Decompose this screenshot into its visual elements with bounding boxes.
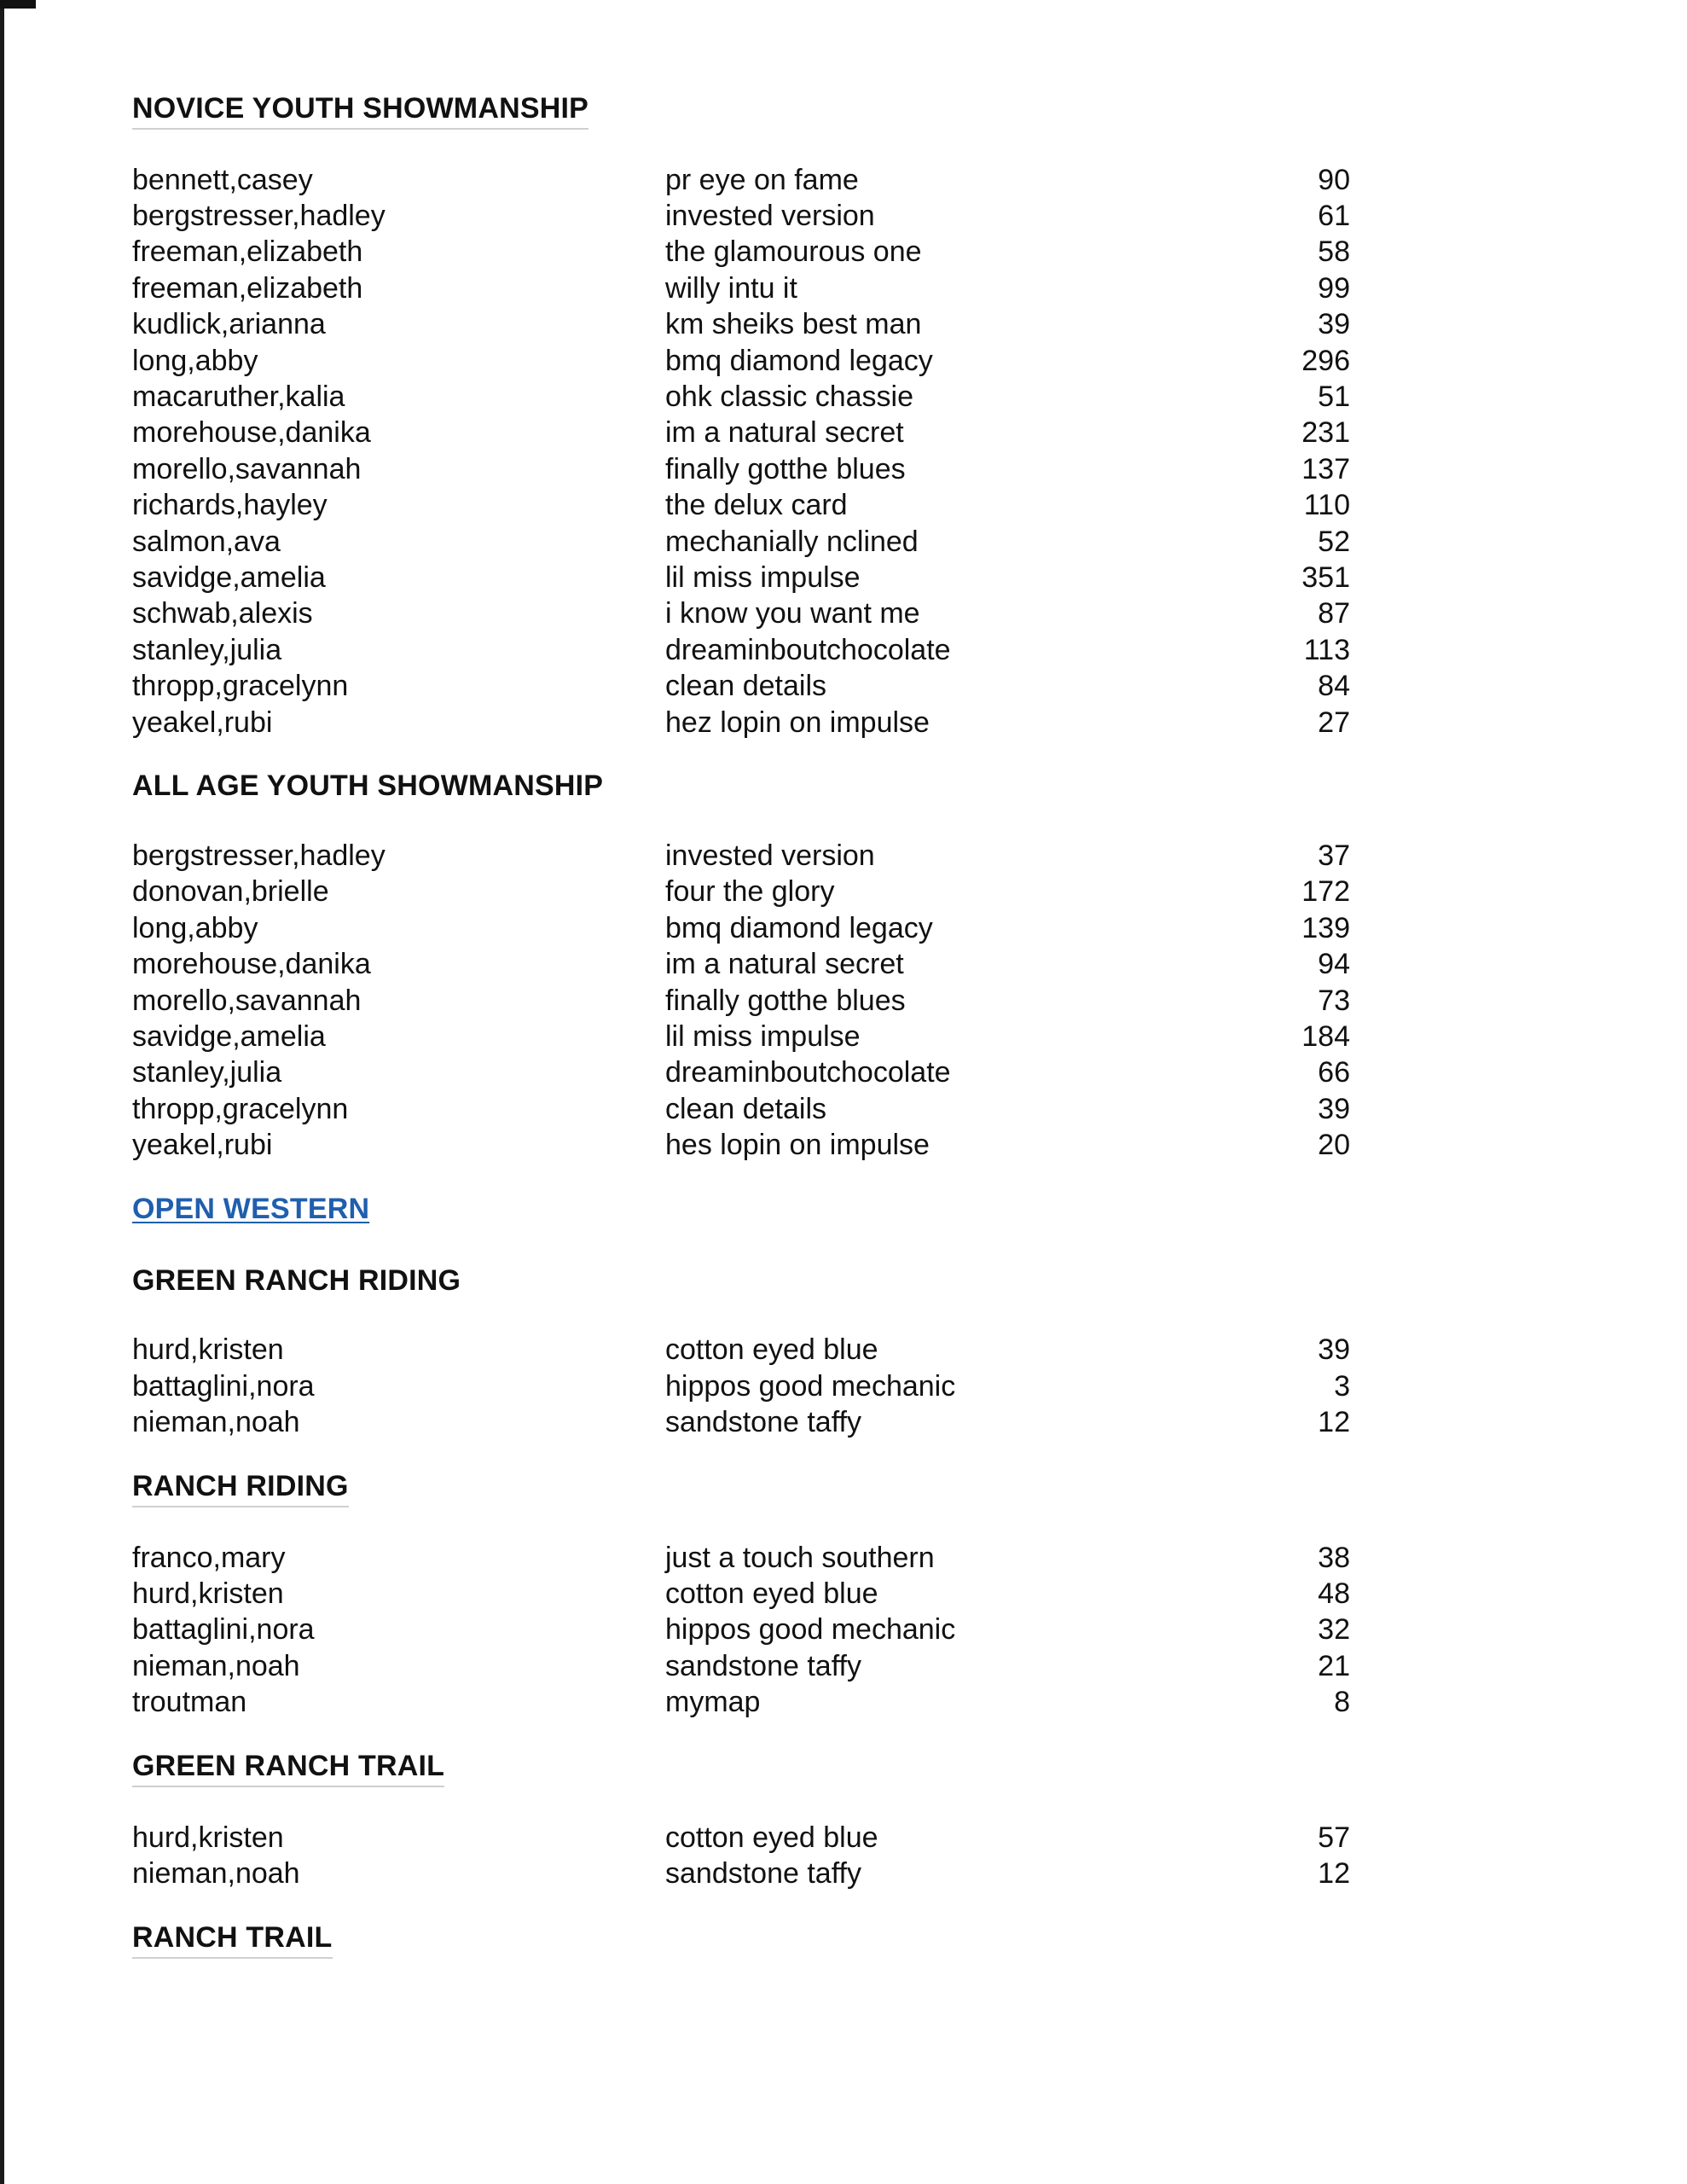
table-row <box>132 632 1377 668</box>
rider-name: morehouse,danika <box>132 948 371 981</box>
horse-name: invested version <box>665 839 875 872</box>
rider-name: morello,savannah <box>132 452 362 485</box>
horse-name: mymap <box>665 1686 761 1719</box>
horse-name: just a touch southern <box>665 1541 935 1574</box>
horse-name: bmq diamond legacy <box>665 911 933 944</box>
table-row <box>132 874 1377 910</box>
horse-name: cotton eyed blue <box>665 1333 878 1367</box>
table-row <box>132 415 1377 451</box>
rider-name: long,abby <box>132 344 258 377</box>
standings-list <box>132 838 1377 1164</box>
horse-name: lil miss impulse <box>665 1019 861 1053</box>
table-row <box>132 162 1377 198</box>
rider-name: freeman,elizabeth <box>132 271 363 305</box>
points-value: 39 <box>1318 1333 1350 1367</box>
table-row <box>132 668 1377 704</box>
rider-name: savidge,amelia <box>132 1019 326 1053</box>
rider-name: stanley,julia <box>132 633 282 666</box>
section-heading: GREEN RANCH TRAIL <box>132 1746 444 1787</box>
points-value: 137 <box>1301 452 1350 485</box>
points-value: 37 <box>1318 839 1350 872</box>
rider-name: yeakel,rubi <box>132 1129 273 1162</box>
horse-name: hes lopin on impulse <box>665 1129 930 1162</box>
standings-list <box>132 162 1377 741</box>
table-row <box>132 1856 1377 1891</box>
standings-list <box>132 1333 1377 1441</box>
horse-name: bmq diamond legacy <box>665 344 933 377</box>
open-western-link[interactable]: OPEN WESTERN <box>132 1192 370 1225</box>
horse-name: im a natural secret <box>665 416 904 450</box>
table-row <box>132 1055 1377 1091</box>
table-row <box>132 307 1377 343</box>
points-value: 58 <box>1318 235 1350 269</box>
rider-name: thropp,gracelynn <box>132 670 349 703</box>
horse-name: km sheiks best man <box>665 308 922 341</box>
horse-name: sandstone taffy <box>665 1856 861 1890</box>
rider-name: nieman,noah <box>132 1406 300 1439</box>
section-green-ranch-trail <box>132 1746 1377 1892</box>
table-row <box>132 1368 1377 1404</box>
horse-name: ohk classic chassie <box>665 380 914 414</box>
table-row <box>132 596 1377 632</box>
rider-name: troutman <box>132 1686 247 1719</box>
rider-name: bergstresser,hadley <box>132 839 386 872</box>
table-row <box>132 910 1377 946</box>
horse-name: sandstone taffy <box>665 1649 861 1682</box>
section-ranch-trail <box>132 1918 1377 1959</box>
points-value: 51 <box>1318 380 1350 414</box>
rider-name: stanley,julia <box>132 1056 282 1089</box>
horse-name: finally gotthe blues <box>665 984 906 1017</box>
horse-name: hippos good mechanic <box>665 1613 956 1647</box>
horse-name: i know you want me <box>665 597 920 630</box>
rider-name: schwab,alexis <box>132 597 313 630</box>
standings-list <box>132 1540 1377 1721</box>
horse-name: hez lopin on impulse <box>665 706 930 739</box>
points-value: 32 <box>1318 1613 1350 1647</box>
horse-name: sandstone taffy <box>665 1406 861 1439</box>
table-row <box>132 379 1377 415</box>
points-value: 73 <box>1318 984 1350 1017</box>
horse-name: mechanially nclined <box>665 525 919 558</box>
horse-name: clean details <box>665 670 827 703</box>
table-row <box>132 1576 1377 1612</box>
rider-name: franco,mary <box>132 1541 286 1574</box>
rider-name: hurd,kristen <box>132 1821 284 1854</box>
horse-name: the glamourous one <box>665 235 922 269</box>
points-value: 39 <box>1318 308 1350 341</box>
horse-name: willy intu it <box>665 271 797 305</box>
table-row <box>132 705 1377 741</box>
points-value: 52 <box>1318 525 1350 558</box>
points-value: 8 <box>1334 1686 1350 1719</box>
table-row <box>132 343 1377 379</box>
horse-name: dreaminboutchocolate <box>665 633 951 666</box>
table-row <box>132 1091 1377 1127</box>
table-row <box>132 946 1377 982</box>
standings-list <box>132 1820 1377 1892</box>
table-row <box>132 1333 1377 1368</box>
section-open-western <box>132 1189 1377 1228</box>
points-value: 351 <box>1301 561 1350 594</box>
section-heading: RANCH RIDING <box>132 1467 349 1507</box>
section-heading: GREEN RANCH RIDING <box>132 1263 461 1297</box>
rider-name: macaruther,kalia <box>132 380 345 414</box>
table-row <box>132 1648 1377 1684</box>
points-value: 296 <box>1301 344 1350 377</box>
rider-name: nieman,noah <box>132 1649 300 1682</box>
points-value: 27 <box>1318 706 1350 739</box>
section-heading: RANCH TRAIL <box>132 1918 333 1959</box>
table-row <box>132 524 1377 560</box>
scan-corner-mark <box>0 0 36 9</box>
rider-name: salmon,ava <box>132 525 281 558</box>
points-value: 94 <box>1318 948 1350 981</box>
points-value: 99 <box>1318 271 1350 305</box>
table-row <box>132 1405 1377 1441</box>
horse-name: lil miss impulse <box>665 561 861 594</box>
section-all-age-youth-showmanship <box>132 766 1377 1164</box>
horse-name: four the glory <box>665 875 835 909</box>
horse-name: clean details <box>665 1092 827 1125</box>
points-value: 66 <box>1318 1056 1350 1089</box>
points-value: 90 <box>1318 163 1350 196</box>
points-value: 57 <box>1318 1821 1350 1854</box>
table-row <box>132 451 1377 487</box>
horse-name: finally gotthe blues <box>665 452 906 485</box>
rider-name: hurd,kristen <box>132 1333 284 1367</box>
points-value: 84 <box>1318 670 1350 703</box>
table-row <box>132 1127 1377 1163</box>
rider-name: battaglini,nora <box>132 1613 315 1647</box>
points-value: 184 <box>1301 1019 1350 1053</box>
points-value: 87 <box>1318 597 1350 630</box>
table-row <box>132 198 1377 234</box>
points-value: 48 <box>1318 1577 1350 1611</box>
table-row <box>132 1820 1377 1856</box>
section-heading: ALL AGE YOUTH SHOWMANSHIP <box>132 770 604 803</box>
rider-name: battaglini,nora <box>132 1369 315 1403</box>
table-row <box>132 1540 1377 1576</box>
table-row <box>132 270 1377 306</box>
rider-name: thropp,gracelynn <box>132 1092 349 1125</box>
points-value: 20 <box>1318 1129 1350 1162</box>
rider-name: kudlick,arianna <box>132 308 326 341</box>
points-value: 172 <box>1301 875 1350 909</box>
section-novice-youth-showmanship <box>132 89 1377 741</box>
points-value: 139 <box>1301 911 1350 944</box>
horse-name: cotton eyed blue <box>665 1821 878 1854</box>
table-row <box>132 1019 1377 1054</box>
rider-name: nieman,noah <box>132 1856 300 1890</box>
points-value: 12 <box>1318 1406 1350 1439</box>
table-row <box>132 235 1377 270</box>
section-ranch-riding <box>132 1467 1377 1721</box>
rider-name: morehouse,danika <box>132 416 371 450</box>
horse-name: im a natural secret <box>665 948 904 981</box>
table-row <box>132 1612 1377 1648</box>
horse-name: the delux card <box>665 489 848 522</box>
horse-name: dreaminboutchocolate <box>665 1056 951 1089</box>
table-row <box>132 1685 1377 1721</box>
points-value: 113 <box>1303 633 1350 666</box>
points-value: 110 <box>1303 489 1350 522</box>
table-row <box>132 560 1377 595</box>
rider-name: bennett,casey <box>132 163 313 196</box>
table-row <box>132 983 1377 1019</box>
rider-name: savidge,amelia <box>132 561 326 594</box>
rider-name: yeakel,rubi <box>132 706 273 739</box>
table-row <box>132 838 1377 874</box>
horse-name: pr eye on fame <box>665 163 859 196</box>
horse-name: hippos good mechanic <box>665 1369 956 1403</box>
rider-name: richards,hayley <box>132 489 328 522</box>
points-value: 61 <box>1318 200 1350 233</box>
points-value: 12 <box>1318 1856 1350 1890</box>
points-value: 38 <box>1318 1541 1350 1574</box>
points-value: 21 <box>1318 1649 1350 1682</box>
rider-name: long,abby <box>132 911 258 944</box>
points-value: 3 <box>1334 1369 1350 1403</box>
section-heading: NOVICE YOUTH SHOWMANSHIP <box>132 89 588 130</box>
horse-name: cotton eyed blue <box>665 1577 878 1611</box>
rider-name: freeman,elizabeth <box>132 235 363 269</box>
rider-name: morello,savannah <box>132 984 362 1017</box>
rider-name: hurd,kristen <box>132 1577 284 1611</box>
table-row <box>132 488 1377 524</box>
horse-name: invested version <box>665 200 875 233</box>
section-green-ranch-riding <box>132 1261 1377 1441</box>
points-value: 231 <box>1301 416 1350 450</box>
rider-name: bergstresser,hadley <box>132 200 386 233</box>
points-value: 39 <box>1318 1092 1350 1125</box>
rider-name: donovan,brielle <box>132 875 329 909</box>
points-standings-page <box>132 89 1377 1984</box>
scan-edge <box>0 0 4 2184</box>
